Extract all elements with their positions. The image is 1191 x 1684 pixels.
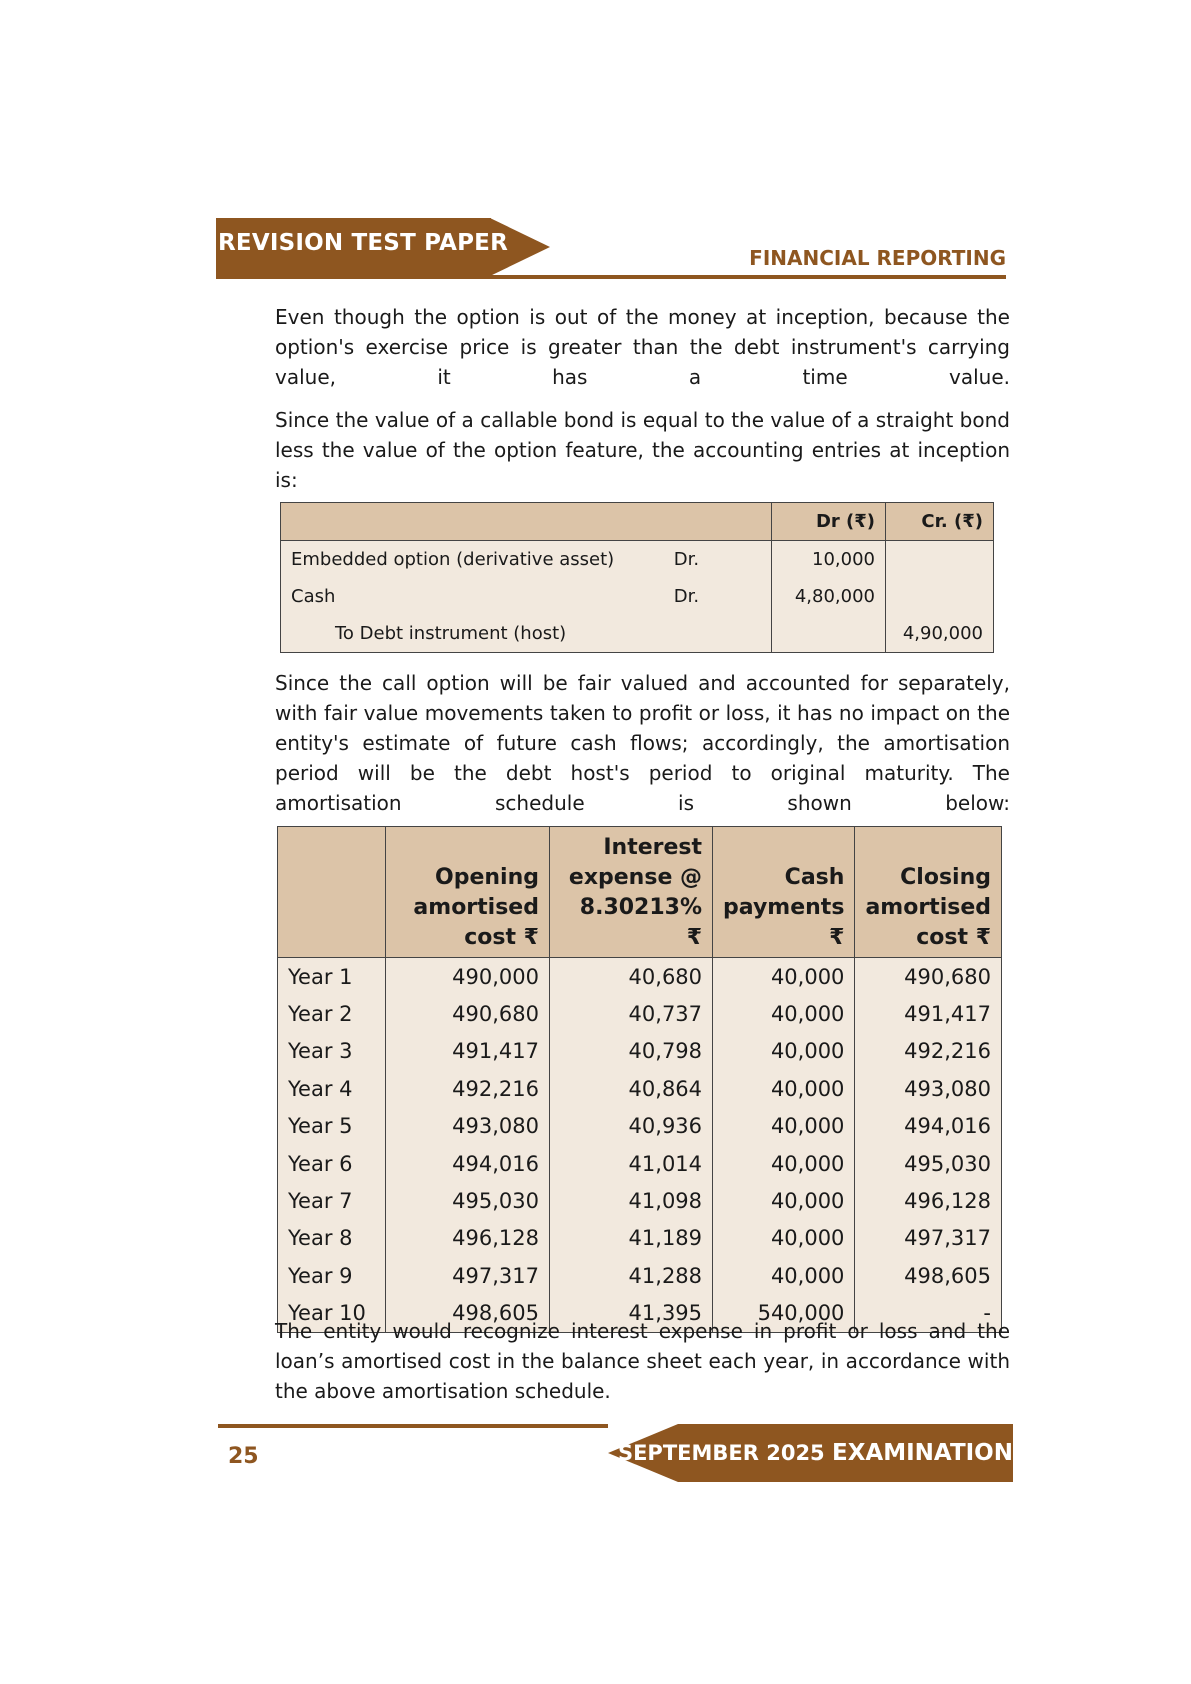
header-right-title: FINANCIAL REPORTING <box>749 246 1006 270</box>
schedule-cash: 40,000 <box>713 958 855 996</box>
schedule-row <box>278 1108 1002 1145</box>
schedule-cash: 40,000 <box>713 1070 855 1107</box>
header-line: Interest <box>603 835 703 860</box>
schedule-interest: 40,864 <box>549 1070 712 1107</box>
schedule-closing: 492,216 <box>855 1033 1002 1070</box>
schedule-year: Year 10 <box>278 1295 386 1333</box>
journal-particulars: Embedded option (derivative asset) <box>281 541 664 579</box>
schedule-header-cash <box>713 827 855 958</box>
schedule-opening: 495,030 <box>386 1182 550 1219</box>
schedule-cash: 40,000 <box>713 1182 855 1219</box>
journal-dr-amount: 10,000 <box>772 541 886 579</box>
footer-exam-word: EXAMINATION <box>831 1440 1013 1466</box>
header-left-title: REVISION TEST PAPER <box>218 230 508 256</box>
schedule-opening: 490,000 <box>386 958 550 996</box>
header-line: payments <box>723 895 845 920</box>
journal-header-cr: Cr. (₹) <box>886 503 994 541</box>
journal-dr-mark: Dr. <box>664 541 772 579</box>
header-line: expense @ <box>568 865 703 890</box>
schedule-interest: 40,680 <box>549 958 712 996</box>
header-line: amortised <box>413 895 539 920</box>
schedule-row <box>278 1070 1002 1107</box>
schedule-cash: 540,000 <box>713 1295 855 1333</box>
page-number: 25 <box>228 1444 259 1469</box>
journal-row <box>281 541 994 579</box>
schedule-interest: 40,936 <box>549 1108 712 1145</box>
schedule-cash: 40,000 <box>713 1257 855 1294</box>
schedule-closing: 497,317 <box>855 1220 1002 1257</box>
journal-row <box>281 578 994 615</box>
journal-header-row <box>281 503 994 541</box>
header-line: cost ₹ <box>464 925 539 950</box>
schedule-header-row <box>278 827 1002 958</box>
header-line: Cash <box>784 865 845 890</box>
schedule-interest: 40,798 <box>549 1033 712 1070</box>
schedule-opening: 493,080 <box>386 1108 550 1145</box>
schedule-closing: 498,605 <box>855 1257 1002 1294</box>
schedule-header-opening <box>386 827 550 958</box>
schedule-row <box>278 1182 1002 1219</box>
footer-exam-title <box>618 1440 1013 1466</box>
schedule-interest: 41,098 <box>549 1182 712 1219</box>
journal-particulars: To Debt instrument (host) <box>281 615 664 653</box>
schedule-year: Year 1 <box>278 958 386 996</box>
schedule-cash: 40,000 <box>713 1220 855 1257</box>
schedule-header-interest <box>549 827 712 958</box>
header-line: 8.30213% ₹ <box>579 895 703 950</box>
journal-particulars: Cash <box>281 578 664 615</box>
schedule-interest: 41,014 <box>549 1145 712 1182</box>
paragraph-conclusion: The entity would recognize interest expense in profit or loss and the loan’s amortised cost in the balance sheet each year, in accordance with the above amortisation schedule. <box>275 1319 1010 1403</box>
schedule-row <box>278 1257 1002 1294</box>
paragraph-callable-bond: Since the value of a callable bond is equal to the value of a straight bond less the value of the option feature, the accounting entries at inception is: <box>275 408 1010 492</box>
schedule-opening: 490,680 <box>386 995 550 1032</box>
paragraph-time-value: Even though the option is out of the money at inception, because the option's exercise price is greater than the debt instrument's carrying value, it has a time value. <box>275 305 1010 389</box>
schedule-opening: 498,605 <box>386 1295 550 1333</box>
journal-header-blank <box>281 503 772 541</box>
journal-dr-mark: Dr. <box>664 578 772 615</box>
amortisation-schedule-table <box>277 826 1002 1333</box>
schedule-year: Year 2 <box>278 995 386 1032</box>
journal-cr-amount <box>886 541 994 579</box>
schedule-closing: 491,417 <box>855 995 1002 1032</box>
schedule-row <box>278 1220 1002 1257</box>
schedule-header-blank <box>278 827 386 958</box>
schedule-closing: 493,080 <box>855 1070 1002 1107</box>
schedule-interest: 40,737 <box>549 995 712 1032</box>
schedule-cash: 40,000 <box>713 1145 855 1182</box>
schedule-closing: 495,030 <box>855 1145 1002 1182</box>
footer-exam-prefix: SEPTEMBER 2025 <box>617 1441 832 1465</box>
schedule-row <box>278 1145 1002 1182</box>
schedule-year: Year 3 <box>278 1033 386 1070</box>
schedule-year: Year 4 <box>278 1070 386 1107</box>
journal-entry-table <box>280 502 994 653</box>
schedule-cash: 40,000 <box>713 1108 855 1145</box>
schedule-row <box>278 995 1002 1032</box>
journal-dr-amount <box>772 615 886 653</box>
journal-dr-amount: 4,80,000 <box>772 578 886 615</box>
schedule-opening: 491,417 <box>386 1033 550 1070</box>
header-line: Opening <box>435 865 539 890</box>
header-line: ₹ <box>829 925 845 950</box>
journal-cr-amount <box>886 578 994 615</box>
schedule-year: Year 8 <box>278 1220 386 1257</box>
journal-cr-amount: 4,90,000 <box>886 615 994 653</box>
schedule-row <box>278 958 1002 996</box>
schedule-closing: - <box>855 1295 1002 1333</box>
journal-dr-mark <box>664 615 772 653</box>
schedule-interest: 41,395 <box>549 1295 712 1333</box>
schedule-opening: 497,317 <box>386 1257 550 1294</box>
journal-row <box>281 615 994 653</box>
header-line: Closing <box>900 865 991 890</box>
header-line: amortised <box>865 895 991 920</box>
schedule-opening: 494,016 <box>386 1145 550 1182</box>
schedule-year: Year 7 <box>278 1182 386 1219</box>
schedule-closing: 494,016 <box>855 1108 1002 1145</box>
schedule-cash: 40,000 <box>713 995 855 1032</box>
schedule-interest: 41,288 <box>549 1257 712 1294</box>
schedule-year: Year 9 <box>278 1257 386 1294</box>
schedule-opening: 496,128 <box>386 1220 550 1257</box>
schedule-closing: 496,128 <box>855 1182 1002 1219</box>
schedule-cash: 40,000 <box>713 1033 855 1070</box>
schedule-year: Year 5 <box>278 1108 386 1145</box>
header-line: cost ₹ <box>916 925 991 950</box>
schedule-row <box>278 1033 1002 1070</box>
header-rule <box>216 275 1006 279</box>
journal-header-dr: Dr (₹) <box>772 503 886 541</box>
schedule-year: Year 6 <box>278 1145 386 1182</box>
footer-rule <box>218 1424 608 1428</box>
paragraph-amortisation-period: Since the call option will be fair valued and accounted for separately, with fair value movements taken to profit or loss, it has no impact on the entity's estimate of future cash flows; accordingly, the amortisation period will be the debt host's period to original maturity. The amortisation schedule is shown below: <box>275 671 1010 815</box>
schedule-opening: 492,216 <box>386 1070 550 1107</box>
schedule-header-closing <box>855 827 1002 958</box>
schedule-closing: 490,680 <box>855 958 1002 996</box>
schedule-interest: 41,189 <box>549 1220 712 1257</box>
